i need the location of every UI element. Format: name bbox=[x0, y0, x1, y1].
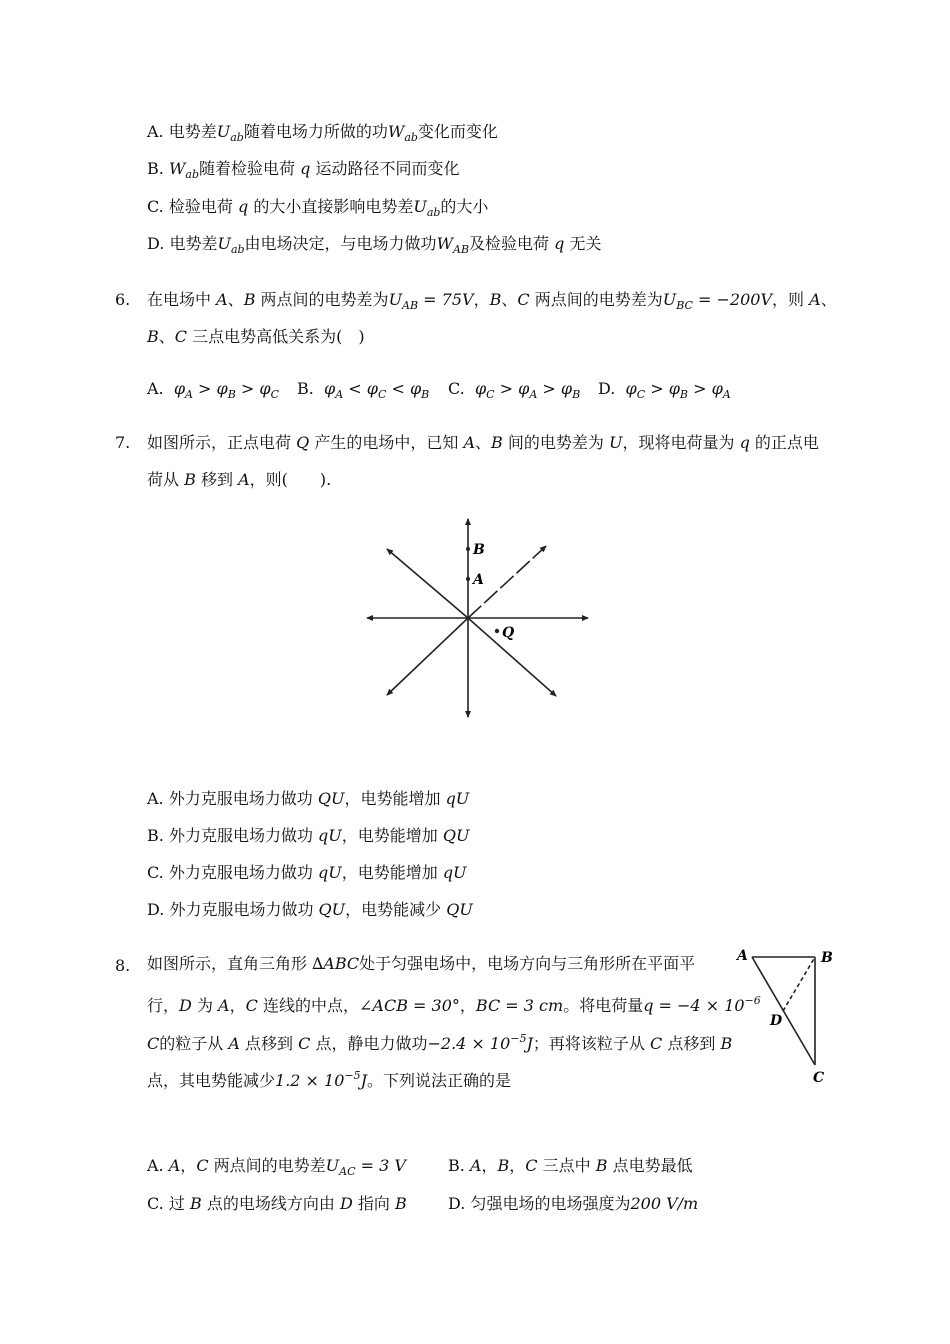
q8-label-c: C bbox=[813, 1070, 825, 1085]
q7-stem-line2: 荷从 B 移到 A，则( ). bbox=[147, 470, 332, 489]
q7-option-c: C. 外力克服电场力做功 qU，电势能增加 qU bbox=[147, 863, 467, 882]
q8-stem-line1: 如图所示，直角三角形 ∆ABC处于匀强电场中，电场方向与三角形所在平面平 bbox=[147, 954, 696, 973]
q6-options bbox=[147, 378, 731, 406]
q7-label-b: B bbox=[473, 542, 485, 558]
q8-triangle-figure bbox=[732, 945, 842, 1085]
q6-number: 6. bbox=[115, 290, 131, 309]
q5-option-c: C. 检验电荷 q 的大小直接影响电势差$U_{ab}$的大小 bbox=[147, 197, 489, 219]
q7-stem-line1: 如图所示，正点电荷 Q 产生的电场中，已知 A、B 间的电势差为 U，现将电荷量为 q 的正点电 bbox=[147, 433, 819, 452]
q8-label-b: B bbox=[821, 950, 833, 966]
q6-stem-line2: B、C 三点电势高低关系为( ) bbox=[147, 327, 365, 346]
q8-option-c: C. 过 B 点的电场线方向由 D 指向 B bbox=[147, 1194, 407, 1213]
q8-option-b: B. A，B，C 三点中 B 点电势最低 bbox=[448, 1156, 693, 1175]
q7-option-b: B. 外力克服电场力做功 qU，电势能增加 QU bbox=[147, 826, 470, 845]
q5-option-d: D. 电势差$U_{ab}$由电场决定，与电场力做功$W_{AB}$及检验电荷 q 无关 bbox=[147, 234, 602, 256]
q6-option-c: C. $\varphi_C > \varphi_A > \varphi_B$ bbox=[448, 379, 581, 401]
q7-option-a: A. 外力克服电场力做功 QU，电势能增加 qU bbox=[147, 789, 470, 808]
q7-field-figure bbox=[360, 513, 600, 723]
q7-label-a: A bbox=[473, 572, 484, 588]
q8-option-d: D. 匀强电场的电场强度为200 V/m bbox=[448, 1194, 699, 1213]
q8-label-a: A bbox=[737, 948, 748, 964]
q5-option-a: A. 电势差$U_{ab}$随着电场力所做的功$W_{ab}$变化而变化 bbox=[147, 122, 498, 144]
q6-option-b: B. $\varphi_A < \varphi_C < \varphi_B$ bbox=[297, 379, 430, 401]
q6-option-a: A. $\varphi_A > \varphi_B > \varphi_C$ bbox=[147, 379, 280, 401]
q7-option-d: D. 外力克服电场力做功 QU，电势能减少 QU bbox=[147, 900, 473, 919]
q8-number: 8. bbox=[115, 956, 131, 975]
q8-stem-line4: 点，其电势能减少$1.2 \times 10^{-5}J$。下列说法正确的是 bbox=[147, 1069, 512, 1090]
q8-stem-line2: 行，D 为 A，C 连线的中点，∠ACB = 30°，BC = 3 cm。将电荷量$q = -4 \times 10^{-6}$ bbox=[147, 994, 761, 1015]
q7-label-q: Q bbox=[502, 625, 515, 641]
q8-stem-line3: C的粒子从 A 点移到 C 点，静电力做功$-2.4 \times 10^{-5}J$；再将该粒子从 C 点移到 B bbox=[147, 1032, 733, 1053]
q6-stem-line1: 在电场中 A、B 两点间的电势差为$U_{AB} = 75V$，B、C 两点间的电势差为$U_{BC} = -200V$，则 A、 bbox=[147, 290, 837, 312]
q8-label-d: D bbox=[770, 1013, 783, 1029]
q8-option-a: A. A，C 两点间的电势差$U_{AC} = 3$ V bbox=[147, 1156, 406, 1178]
q7-number: 7. bbox=[115, 433, 131, 452]
q6-option-d: D. $\varphi_C > \varphi_B > \varphi_A$ bbox=[598, 379, 731, 401]
q5-option-b: B. $W_{ab}$随着检验电荷 q 运动路径不同而变化 bbox=[147, 159, 460, 181]
